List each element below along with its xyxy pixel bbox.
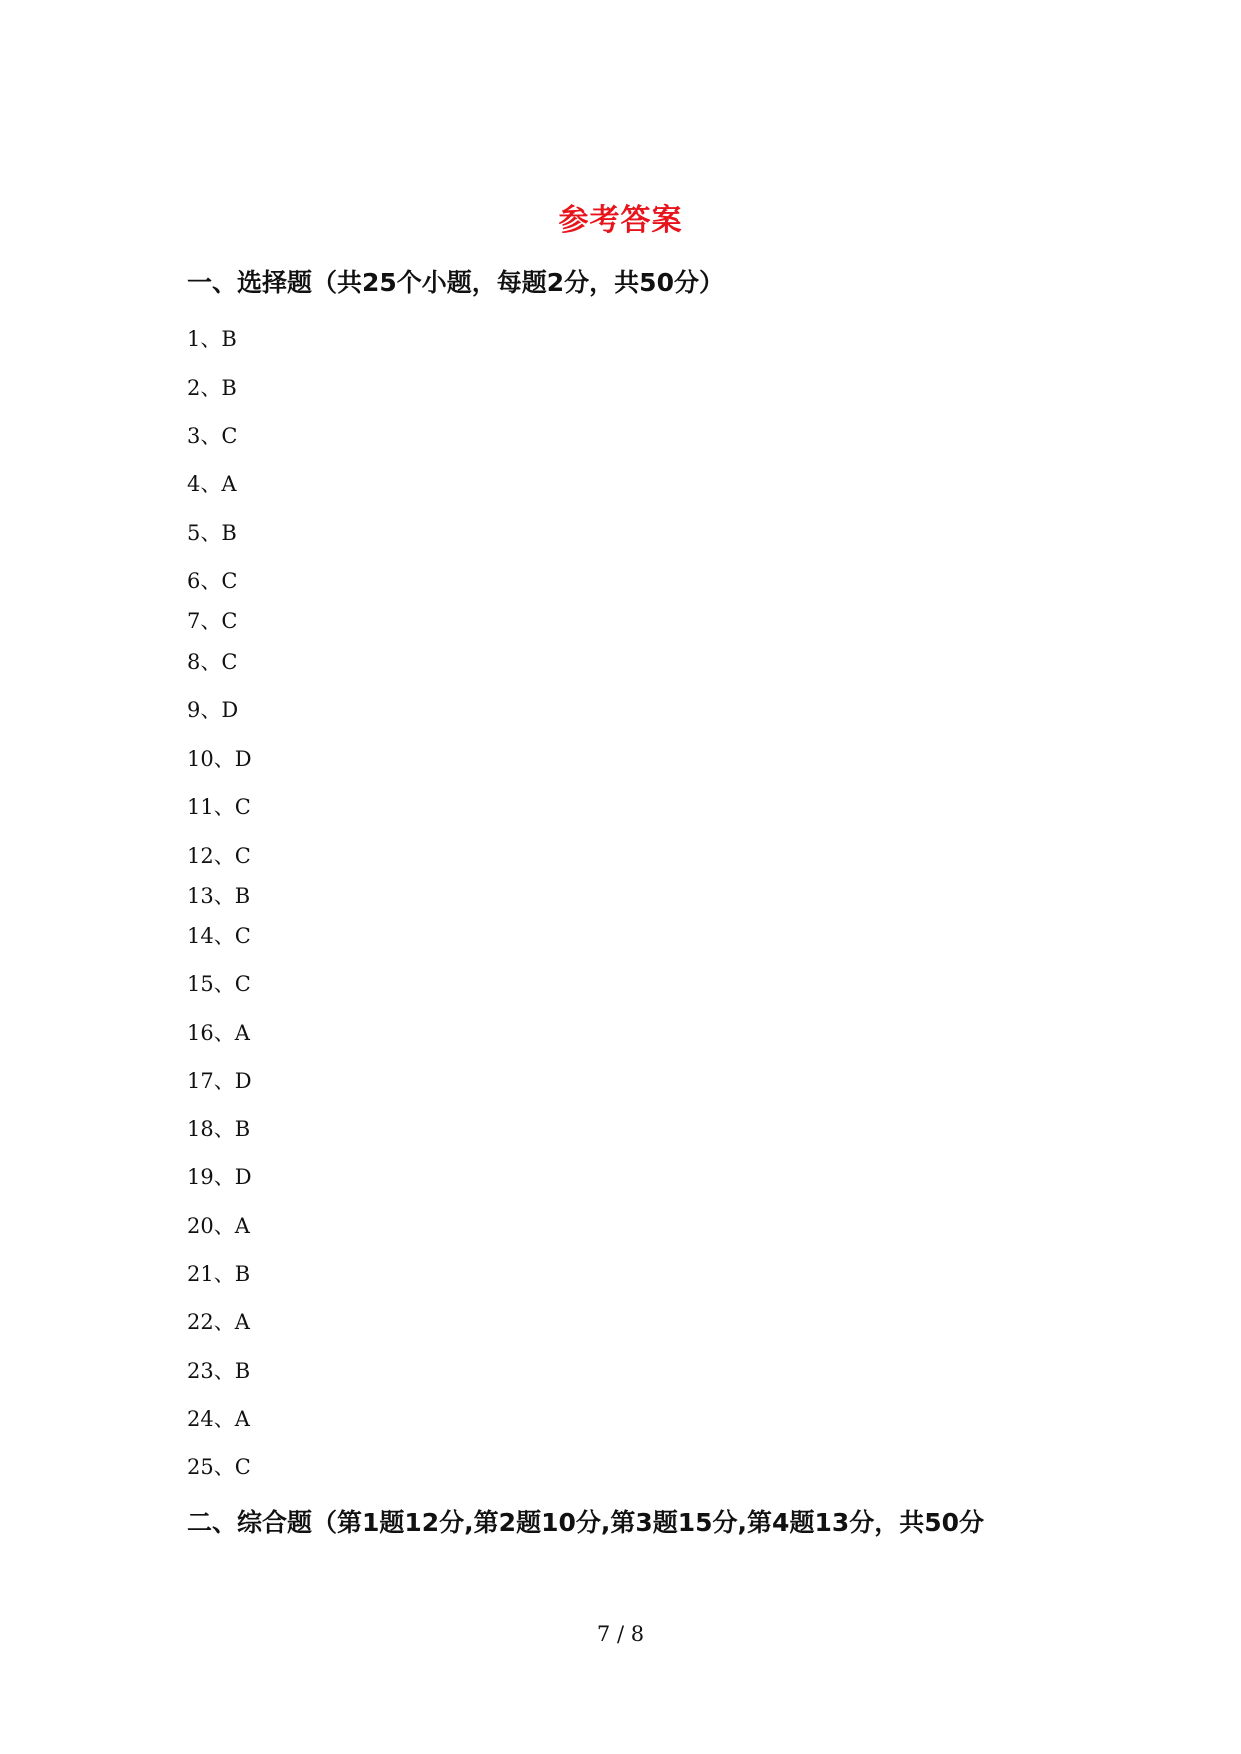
answer-item: 20、A	[187, 1214, 250, 1238]
answer-item: 8、C	[187, 650, 238, 674]
answer-item: 17、D	[187, 1069, 252, 1093]
section-heading-comprehensive: 二、综合题（第1题12分,第2题10分,第3题15分,第4题13分，共50分	[187, 1508, 985, 1537]
answer-item: 3、C	[187, 424, 238, 448]
answer-item: 16、A	[187, 1021, 250, 1045]
answer-item: 10、D	[187, 747, 252, 771]
answer-item: 6、C	[187, 569, 238, 593]
answer-item: 14、C	[187, 924, 251, 948]
answer-item: 18、B	[187, 1117, 251, 1141]
answer-item: 2、B	[187, 376, 237, 400]
page-title: 参考答案	[558, 203, 683, 238]
answer-item: 5、B	[187, 521, 237, 545]
answer-list	[187, 0, 787, 1754]
answer-item: 22、A	[187, 1310, 250, 1334]
answer-item: 7、C	[187, 609, 238, 633]
answer-item: 4、A	[187, 472, 237, 496]
answer-item: 23、B	[187, 1359, 251, 1383]
answer-item: 19、D	[187, 1165, 252, 1189]
page-number: 7 / 8	[596, 1622, 645, 1646]
answer-item: 24、A	[187, 1407, 250, 1431]
answer-item: 21、B	[187, 1262, 251, 1286]
answer-item: 9、D	[187, 698, 239, 722]
answer-item: 11、C	[187, 795, 251, 819]
answer-item: 13、B	[187, 884, 251, 908]
answer-item: 1、B	[187, 327, 237, 351]
answer-item: 15、C	[187, 972, 251, 996]
section-heading-multiple-choice: 一、选择题（共25个小题，每题2分，共50分）	[187, 268, 724, 297]
answer-item: 12、C	[187, 844, 251, 868]
answer-item: 25、C	[187, 1455, 251, 1479]
